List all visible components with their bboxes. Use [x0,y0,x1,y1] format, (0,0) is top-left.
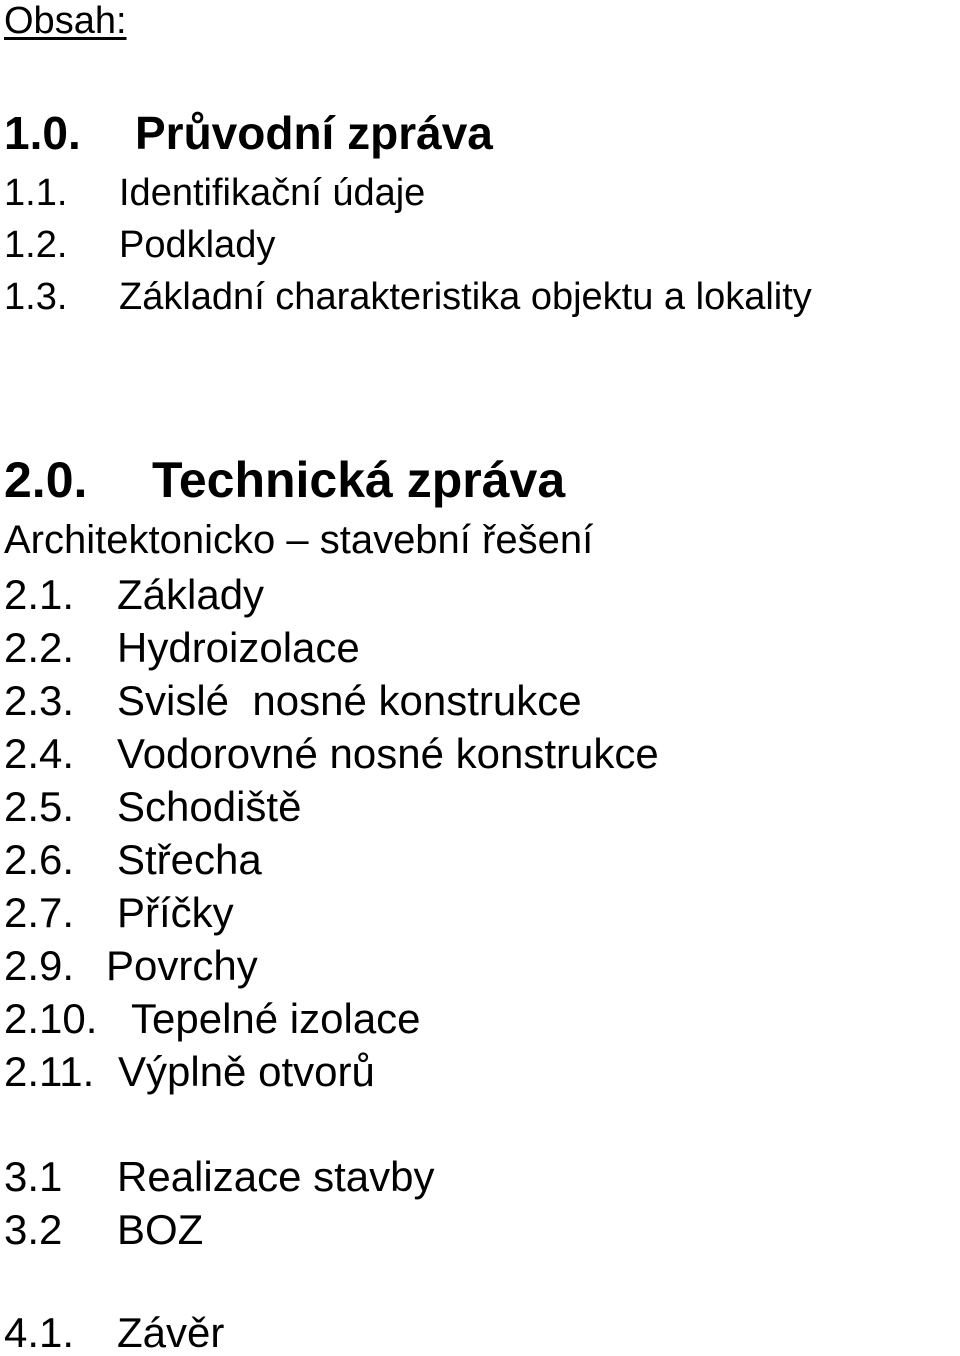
item-number: 1.1. [4,172,68,214]
toc-item [4,836,262,883]
item-number: 2.10. [4,995,98,1042]
toc-item [4,995,421,1042]
item-label: Svislé nosné konstrukce [117,677,582,724]
section-number: 1.0. [4,107,81,159]
toc-item [4,278,812,316]
toc-item [4,571,265,618]
item-number: 2.9. [4,942,75,989]
toc-item [4,174,425,212]
item-label: BOZ [117,1206,204,1253]
toc-heading: Obsah: [4,0,127,42]
item-label: Výplně otvorů [118,1048,375,1095]
toc-item [4,889,234,936]
section-number: 2.0. [4,452,88,508]
item-number: 2.1. [4,571,75,618]
section-2-title [4,452,566,508]
item-label: Realizace stavby [117,1153,435,1200]
item-number: 3.2 [4,1206,63,1253]
section-label: Technická zpráva [152,452,566,508]
item-label: Základní charakteristika objektu a lokality [119,276,812,318]
item-number: 2.6. [4,836,75,883]
item-number: 3.1 [4,1153,63,1200]
toc-item [4,730,659,777]
item-label: Identifikační údaje [119,172,426,214]
toc-item [4,942,258,989]
item-label: Hydroizolace [117,624,360,671]
item-number: 2.3. [4,677,75,724]
item-number: 2.4. [4,730,75,777]
item-number: 2.7. [4,889,75,936]
item-number: 2.2. [4,624,75,671]
toc-item [4,783,302,830]
item-number: 1.3. [4,276,68,318]
toc-item [4,1309,225,1356]
toc-item [4,1153,435,1200]
item-label: Základy [117,571,265,618]
section-1-title [4,107,493,159]
item-number: 2.11. [4,1048,95,1095]
item-label: Podklady [119,224,276,266]
toc-item [4,624,360,671]
item-label: Příčky [117,889,234,936]
item-label: Vodorovné nosné konstrukce [117,730,659,777]
section-label: Průvodní zpráva [135,107,493,159]
toc-item [4,1048,375,1095]
toc-item [4,226,275,264]
item-number: 2.5. [4,783,75,830]
item-label: Střecha [117,836,262,883]
item-label: Schodiště [117,783,302,830]
item-number: 4.1. [4,1309,75,1356]
item-number: 1.2. [4,224,68,266]
toc-item [4,1206,204,1253]
item-label: Závěr [117,1309,225,1356]
toc-item [4,677,582,724]
item-label: Povrchy [106,942,258,989]
item-label: Tepelné izolace [131,995,421,1042]
section-2-subtitle: Architektonicko – stavební řešení [4,518,594,562]
